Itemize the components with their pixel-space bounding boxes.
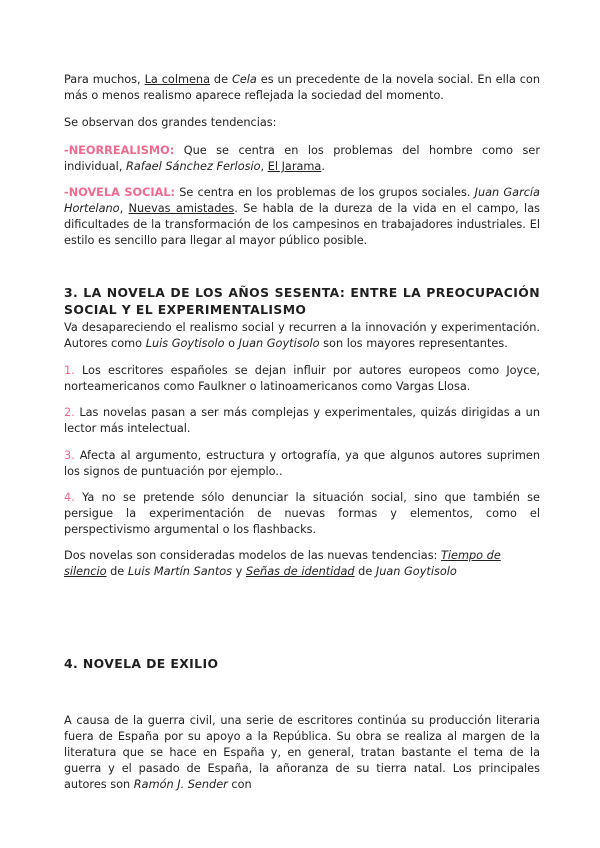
list-item-text: Las novelas pasan a ser más complejas y experimentales, quizás dirigidas a un lector más intelectual. xyxy=(64,406,540,435)
work-title-senas-de-identidad: Señas de identidad xyxy=(245,565,355,578)
paragraph-la-colmena xyxy=(64,72,540,104)
text: Va desapareciendo el realismo social y recurren a la innovación y experimentación. Autores como xyxy=(64,321,540,350)
author-luis-goytisolo: Luis Goytisolo xyxy=(145,337,225,350)
list-item xyxy=(64,405,540,437)
text: de xyxy=(106,565,128,578)
section-3-closing xyxy=(64,548,540,580)
list-number: 1. xyxy=(64,364,75,377)
text: . Se habla de la dureza de la vida en el campo, las dificultades de la transformación de los campesinos en trabajadores industriales. El estilo es sencillo para llegar al mayor público posible. xyxy=(64,202,540,247)
text: son los mayores representantes. xyxy=(319,337,508,350)
text: . xyxy=(321,160,325,173)
work-title-la-colmena: La colmena xyxy=(144,73,210,86)
list-item xyxy=(64,448,540,480)
author-sender: Ramón J. Sender xyxy=(133,778,228,791)
list-number: 3. xyxy=(64,449,75,462)
section-4-heading: 4. NOVELA DE EXILIO xyxy=(64,656,219,671)
text: de xyxy=(210,73,232,86)
list-item xyxy=(64,490,540,538)
text: , xyxy=(119,202,129,215)
text: Para muchos, xyxy=(64,73,145,86)
paragraph-tendencias: Se observan dos grandes tendencias: xyxy=(64,116,277,129)
text: , xyxy=(260,160,268,173)
text: y xyxy=(232,565,246,578)
list-item xyxy=(64,363,540,395)
list-number: 4. xyxy=(64,491,75,504)
text: Que se centra en los problemas del hombre como ser individual, xyxy=(64,144,540,173)
author-cela: Cela xyxy=(231,73,257,86)
author-martin-santos: Luis Martín Santos xyxy=(127,565,233,578)
paragraph-neorrealismo xyxy=(64,143,540,175)
section-4-paragraph xyxy=(64,713,540,793)
list-number: 2. xyxy=(64,406,75,419)
label-neorrealismo: -NEORREALISMO: xyxy=(64,144,175,157)
text: con xyxy=(227,778,252,791)
list-item-text: Afecta al argumento, estructura y ortografía, ya que algunos autores suprimen los signos de puntuación por ejemplo.. xyxy=(64,449,540,478)
list-item-text: Ya no se pretende sólo denunciar la situación social, sino que también se persigue la experimentación de nuevas formas y elementos, como el perspectivismo argumental o los flashbacks. xyxy=(64,491,540,536)
text: Se centra en los problemas de los grupos sociales. xyxy=(175,186,475,199)
author-juan-goytisolo: Juan Goytisolo xyxy=(375,565,457,578)
text: es un precedente de la novela social. En ella con más o menos realismo aparece reflejada la sociedad del momento. xyxy=(64,73,540,102)
text: A causa de la guerra civil, una serie de escritores continúa su producción literaria fuera de España por su apoyo a la República. Su obra se realiza al margen de la literatura que se hace en España y, en general, tratan bastante el tema de la guerra y el pasado de España, la añoranza de su tierra natal. Los principales autores son xyxy=(64,714,540,791)
text: o xyxy=(224,337,239,350)
work-title-tiempo-de-silencio: Tiempo de silencio xyxy=(64,549,501,578)
work-title-el-jarama: El Jarama xyxy=(267,160,322,173)
section-3-intro xyxy=(64,320,540,352)
list-item-text: Los escritores españoles se dejan influir por autores europeos como Joyce, norteamericanos como Faulkner o latinoamericanos como Vargas Llosa. xyxy=(64,364,540,393)
work-title-nuevas-amistades: Nuevas amistades xyxy=(128,202,235,215)
author-hortelano: Juan García Hortelano xyxy=(64,186,540,215)
text: de xyxy=(354,565,376,578)
author-juan-goytisolo: Juan Goytisolo xyxy=(238,337,320,350)
section-3-heading: 3. LA NOVELA DE LOS AÑOS SESENTA: ENTRE LA PREOCUPACIÓN SOCIAL Y EL EXPERIMENTALISMO xyxy=(64,285,540,317)
label-novela-social: -NOVELA SOCIAL: xyxy=(64,186,176,199)
paragraph-novela-social xyxy=(64,185,540,249)
author-ferlosio: Rafael Sánchez Ferlosio xyxy=(126,160,261,173)
text: Dos novelas son consideradas modelos de las nuevas tendencias: xyxy=(64,549,441,562)
